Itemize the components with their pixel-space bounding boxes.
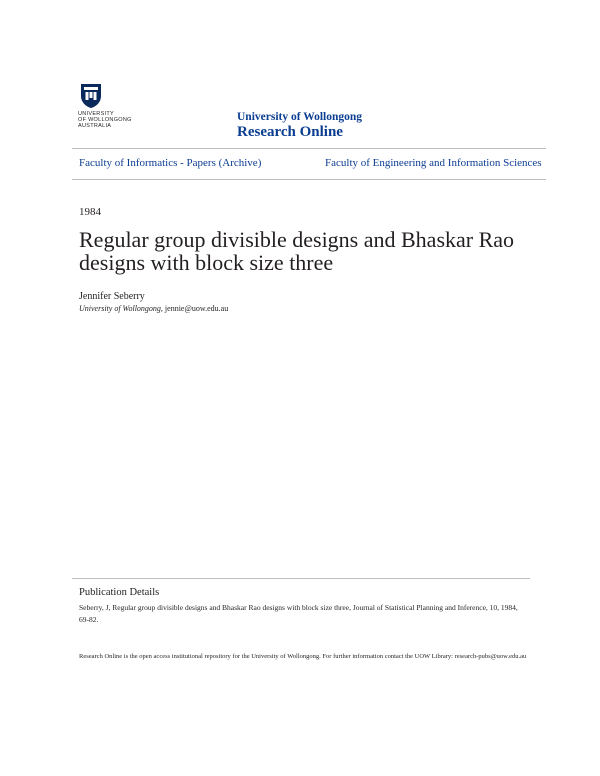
author-affiliation: University of Wollongong, jennie@uow.edu.au [79,304,229,313]
crest-icon [80,83,102,109]
divider [72,179,546,180]
logo-text [78,111,148,129]
divider [72,578,530,579]
university-logo [78,83,148,135]
repository-header [237,111,362,141]
university-name: University of Wollongong [237,111,363,123]
publication-citation: Seberry, J, Regular group divisible designs and Bhaskar Rao designs with block size three, Journal of Statistical Planning and Inference, 10, 1984, 69-82. [79,603,518,624]
logo-line: OF WOLLONGONG [78,117,132,123]
repository-name: Research Online [237,124,343,140]
logo-line: AUSTRALIA [78,123,112,129]
repository-footer: Research Online is the open access institutional repository for the University of Wollongong. For further information contact the UOW Library: research-pubs@uow.edu.au [79,653,527,660]
faculty-papers-link[interactable]: Faculty of Informatics - Papers (Archive) [79,157,262,169]
author-name: Jennifer Seberry [79,291,145,302]
logo-line: UNIVERSITY [78,111,115,117]
divider [72,148,546,149]
faculty-engineering-link[interactable]: Faculty of Engineering and Information Sciences [325,157,542,169]
paper-title: Regular group divisible designs and Bhaskar Rao designs with block size three [79,227,515,275]
affiliation: University of Wollongong [79,304,161,313]
publication-year: 1984 [79,206,101,218]
author-email[interactable]: jennie@uow.edu.au [164,304,229,313]
publication-details-heading: Publication Details [79,587,160,598]
